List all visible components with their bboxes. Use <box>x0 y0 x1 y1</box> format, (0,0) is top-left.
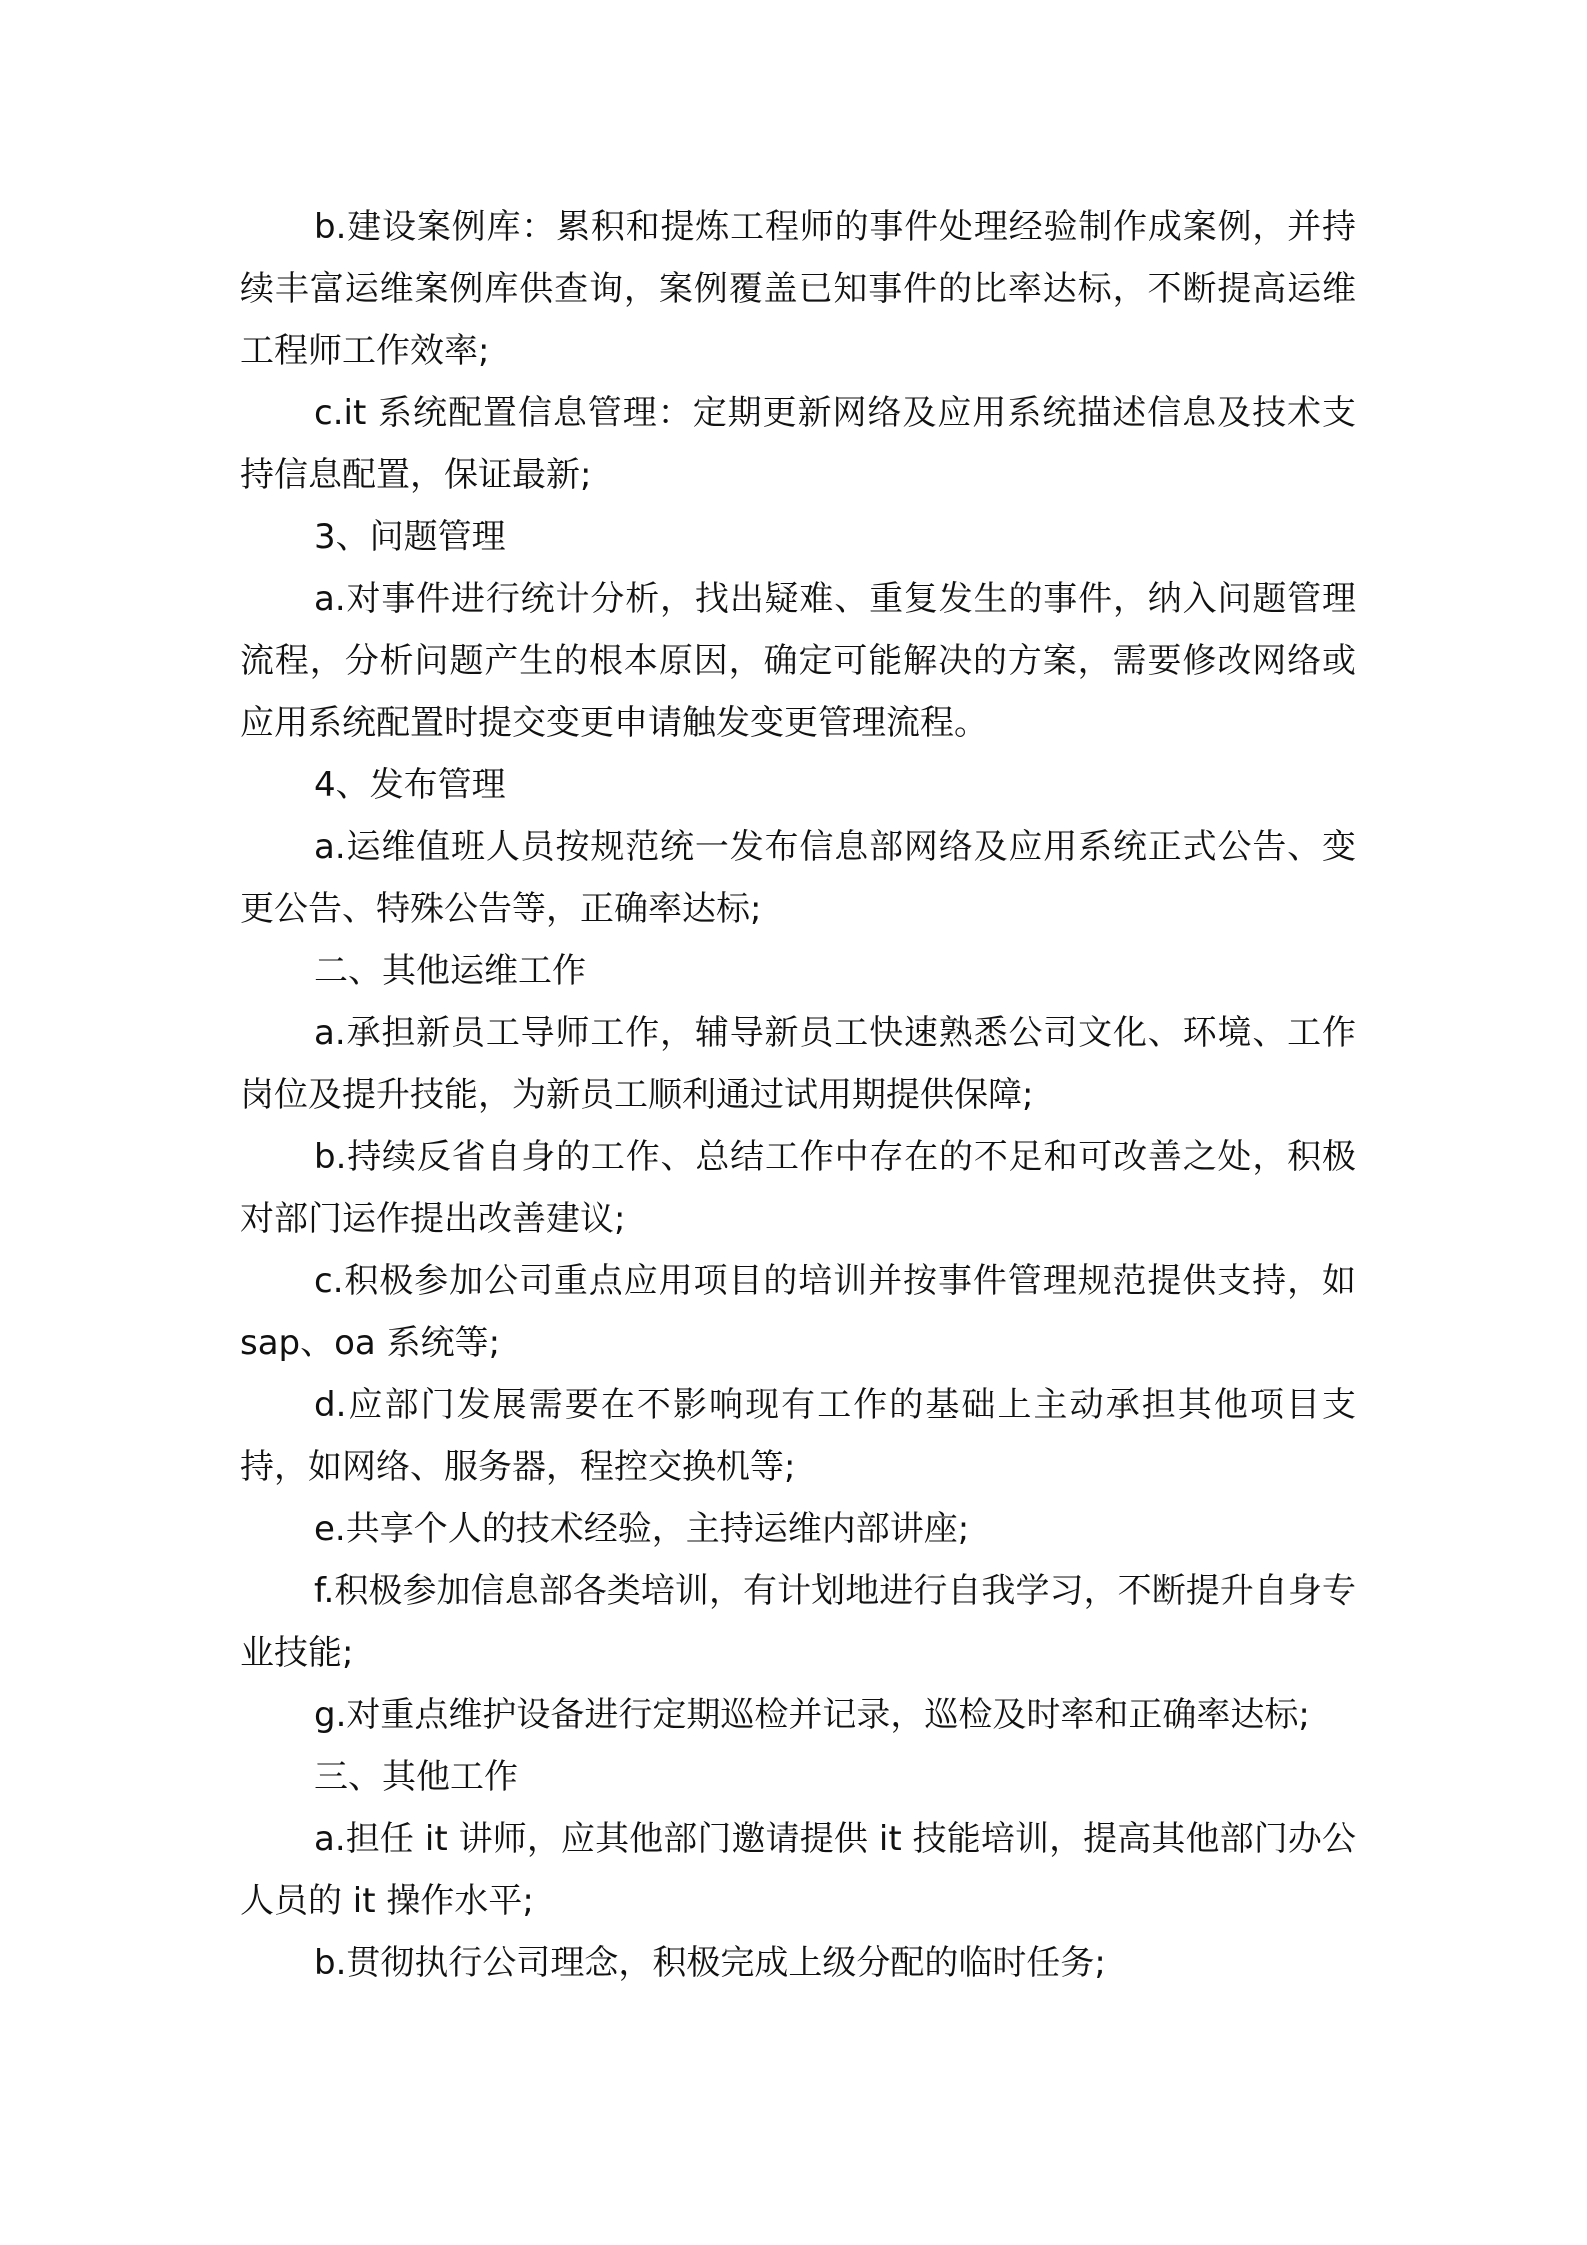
paragraph-problem-analysis: a.对事件进行统计分析，找出疑难、重复发生的事件，纳入问题管理流程，分析问题产生的根本原因，确定可能解决的方案，需要修改网络或应用系统配置时提交变更申请触发变更管理流程。 <box>240 579 1356 743</box>
paragraph-self-learning: f.积极参加信息部各类培训，有计划地进行自我学习，不断提升自身专业技能; <box>240 1571 1356 1673</box>
paragraph-temporary-tasks: b.贯彻执行公司理念，积极完成上级分配的临时任务; <box>314 1943 1106 1983</box>
paragraph-release-announcements: a.运维值班人员按规范统一发布信息部网络及应用系统正式公告、变更公告、特殊公告等，正确率达标; <box>240 827 1356 929</box>
paragraph-training-support: c.积极参加公司重点应用项目的培训并按事件管理规范提供支持，如 sap、oa 系统等; <box>240 1261 1356 1363</box>
paragraph-it-config-management: c.it 系统配置信息管理：定期更新网络及应用系统描述信息及技术支持信息配置，保证最新; <box>240 393 1356 495</box>
heading-release-management: 4、发布管理 <box>314 765 506 805</box>
paragraph-inspection: g.对重点维护设备进行定期巡检并记录，巡检及时率和正确率达标; <box>314 1695 1310 1735</box>
heading-other-work: 三、其他工作 <box>314 1757 518 1797</box>
document-body <box>240 196 1356 1994</box>
paragraph-case-library: b.建设案例库：累积和提炼工程师的事件处理经验制作成案例，并持续丰富运维案例库供查询，案例覆盖已知事件的比率达标，不断提高运维工程师工作效率; <box>240 207 1356 371</box>
paragraph-it-lecturer: a.担任 it 讲师，应其他部门邀请提供 it 技能培训，提高其他部门办公人员的 it 操作水平; <box>240 1819 1356 1921</box>
paragraph-extra-projects: d.应部门发展需要在不影响现有工作的基础上主动承担其他项目支持，如网络、服务器，程控交换机等; <box>240 1385 1356 1487</box>
heading-other-ops-work: 二、其他运维工作 <box>314 951 586 991</box>
paragraph-mentor: a.承担新员工导师工作，辅导新员工快速熟悉公司文化、环境、工作岗位及提升技能，为新员工顺利通过试用期提供保障; <box>240 1013 1356 1115</box>
paragraph-knowledge-sharing: e.共享个人的技术经验，主持运维内部讲座; <box>314 1509 970 1549</box>
heading-problem-management: 3、问题管理 <box>314 517 506 557</box>
paragraph-self-reflection: b.持续反省自身的工作、总结工作中存在的不足和可改善之处，积极对部门运作提出改善建议; <box>240 1137 1356 1239</box>
